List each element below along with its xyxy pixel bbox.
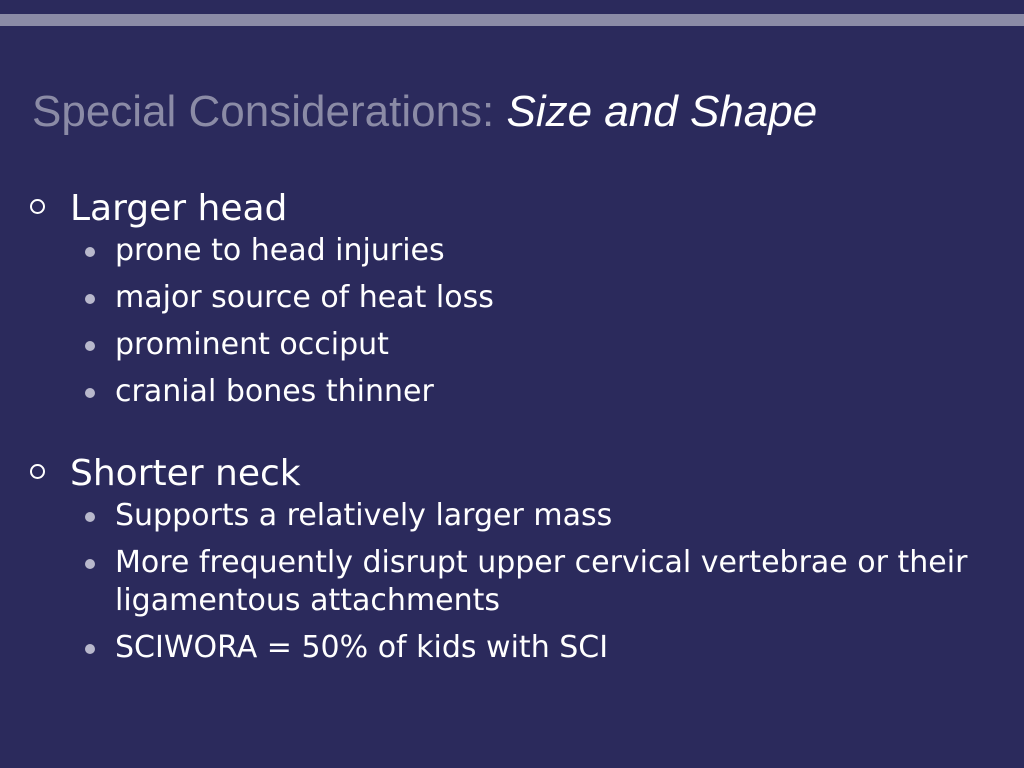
title-emphasis: Size and Shape (506, 87, 818, 136)
list-item-text: major source of heat loss (115, 280, 494, 315)
dot-bullet-icon (85, 644, 95, 654)
list-item (115, 232, 1000, 270)
section-heading: Shorter neck (70, 453, 301, 494)
dot-bullet-icon (85, 559, 95, 569)
bullet-level1 (30, 451, 1000, 497)
list-item (115, 629, 1000, 667)
sub-bullet-list (30, 232, 1000, 411)
list-item (115, 326, 1000, 364)
hollow-circle-bullet-icon (30, 199, 45, 214)
dot-bullet-icon (85, 247, 95, 257)
list-item-text: prominent occiput (115, 327, 389, 362)
sub-bullet-list (30, 497, 1000, 667)
section-shorter-neck (30, 451, 1000, 667)
dot-bullet-icon (85, 294, 95, 304)
list-item (115, 497, 1000, 535)
list-item-text: More frequently disrupt upper cervical vertebrae or their ligamentous attachments (115, 545, 968, 618)
list-item-text: Supports a relatively larger mass (115, 498, 613, 533)
bullet-level1 (30, 186, 1000, 232)
hollow-circle-bullet-icon (30, 464, 45, 479)
dot-bullet-icon (85, 512, 95, 522)
list-item (115, 544, 1000, 620)
list-item-text: cranial bones thinner (115, 374, 434, 409)
list-item-text: SCIWORA = 50% of kids with SCI (115, 630, 609, 665)
list-item (115, 373, 1000, 411)
slide-body (30, 186, 1000, 667)
section-heading: Larger head (70, 188, 288, 229)
section-larger-head (30, 186, 1000, 411)
slide-title (32, 84, 817, 140)
dot-bullet-icon (85, 341, 95, 351)
list-item-text: prone to head injuries (115, 233, 445, 268)
top-accent-bar (0, 14, 1024, 26)
list-item (115, 279, 1000, 317)
dot-bullet-icon (85, 388, 95, 398)
title-prefix: Special Considerations: (32, 87, 507, 136)
